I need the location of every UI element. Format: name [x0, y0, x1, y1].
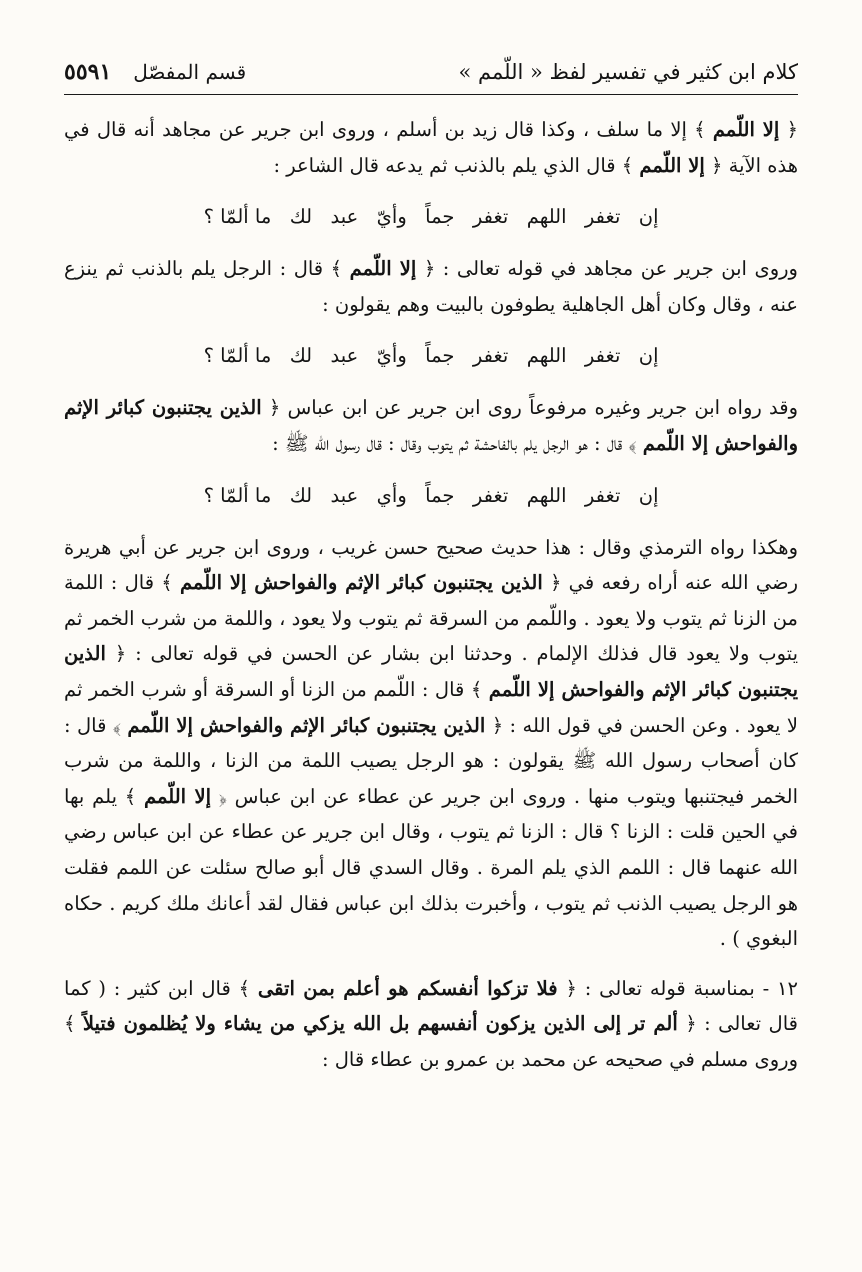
text-run: ﴾ إلا ما سلف ، وكذا قال زيد بن أسلم ، وروى ابن جرير عن مجاهد أنه قال في هذه الآية ﴿ [64, 118, 798, 177]
quran-quote: الذين يجتنبون كبائر الإثم والفواحش إلا اللّمم [64, 396, 798, 455]
header-left-group [64, 59, 246, 85]
quran-quote: الذين يجتنبون كبائر الإثم والفواحش إلا اللّمم [179, 571, 543, 595]
verse-word: لك [289, 344, 313, 368]
paragraph-4 [64, 530, 798, 957]
verse-word: عبد [330, 205, 359, 229]
text-run: ﴾ قال ابن كثير : ( كما قال تعالى : ﴿ [64, 976, 798, 1036]
quran-quote: إلا اللّمم [712, 118, 780, 141]
text-run: ﴾ قال الذي يلم بالذنب ثم يدعه قال الشاعر : [273, 153, 640, 177]
verse-word: إن [638, 344, 659, 368]
verse-word: إن [638, 205, 659, 229]
verse-word: لك [289, 205, 313, 229]
text-run: ١٢ - بمناسبة قوله تعالى : ﴿ [557, 976, 798, 1000]
verse-word: تغفر [584, 205, 621, 229]
verse-word: تغفر [584, 344, 621, 368]
text-run: وهكذا رواه الترمذي وقال : هذا حديث صحيح حسن غريب ، وروى ابن جرير عن أبي هريرة رضي الله عنه أراه رفعه في ﴿ [64, 535, 798, 595]
verse-word: وأيّ [376, 344, 407, 368]
text-run: وروى ابن جرير عن مجاهد في قوله تعالى : ﴿ [416, 257, 798, 281]
text-run: ﴾ وروى مسلم في صحيحه عن محمد بن عمرو بن عطاء قال : [64, 1012, 798, 1071]
quran-quote: إلا اللّمم [144, 784, 212, 808]
verse-word: ما ألمّا ؟ [203, 344, 272, 368]
poem-verse-3 [203, 476, 658, 516]
paragraph-5 [64, 971, 798, 1078]
page-number: ٥٥٩١ [64, 59, 112, 85]
quran-quote: إلا اللّمم [639, 153, 705, 177]
text-run: ﴾ يلم بها في الحين قلت : الزنا ؟ قال : الزنا ثم يتوب ، وقال ابن جرير عن عطاء عن ابن عباس رضي الله عنهما قال : اللمم الذي يلم المرة . وقال السدي قال أبو صالح سئلت عن اللمم فقلت هو الرجل يصيب الذنب ثم يتوب ، وأخبرت بذلك ابن عباس فقال لقد أعانك ملك كريم . حكاه البغوي ) . [64, 784, 798, 951]
paragraph-2 [64, 251, 798, 322]
text-run: ﴾ قال : هو الرجل يلم بالفاحشة ثم يتوب وقال : قال رسول الله ﷺ : [272, 431, 643, 455]
verse-word: ما ألمّا ؟ [203, 483, 272, 507]
text-run: ﴾ قال : كان أصحاب رسول الله ﷺ يقولون : هو الرجل يصيب اللمة من الزنا ، واللمة من شرب الخمر فيجتنبها ويتوب منها . وروى ابن جرير عن عطاء عن ابن عباس ﴿ [64, 713, 798, 808]
text-run: ﴿ [779, 118, 798, 141]
header-rule [64, 94, 798, 95]
running-title: كلام ابن كثير في تفسير لفظ « اللّمم » [458, 60, 798, 84]
paragraph-3 [64, 390, 798, 461]
page-body [64, 112, 798, 1077]
verse-word: لك [289, 483, 313, 507]
verse-word: وأيّ [376, 205, 407, 229]
quran-quote: إلا اللّمم [349, 257, 417, 281]
paragraph-1 [64, 112, 798, 183]
verse-word: جماً [425, 205, 455, 229]
verse-word: وأي [376, 483, 407, 507]
verse-word: جماً [425, 344, 455, 368]
quran-quote: الذين يجتنبون كبائر الإثم والفواحش إلا اللّمم [127, 713, 486, 737]
section-title: قسم المفصّل [133, 60, 247, 84]
quran-quote: ألم تر إلى الذين يزكون أنفسهم بل الله يزكي من يشاء ولا يُظلمون فتيلاً [82, 1012, 678, 1036]
verse-word: عبد [330, 344, 359, 368]
text-run: ﴾ قال : الرجل يلم بالذنب ثم ينزع عنه ، وقال وكان أهل الجاهلية يطوفون بالبيت وهم يقولون : [64, 257, 798, 316]
verse-word: تغفر [472, 483, 509, 507]
verse-word: تغفر [584, 483, 621, 507]
text-run: وقد رواه ابن جرير وغيره مرفوعاً روى ابن جرير عن ابن عباس ﴿ [261, 396, 798, 420]
text-run: ﴾ قال : اللمة من الزنا ثم يتوب ولا يعود . واللّمم من السرقة ثم يتوب ولا يعود ، واللمة من شرب الخمر ثم يتوب ولا يعود قال فذلك الإلمام . وحدثنا ابن بشار عن الحسن في قوله تعالى : ﴿ [64, 571, 798, 666]
verse-word: اللهم [526, 344, 567, 368]
verse-word: تغفر [472, 205, 509, 229]
poem-verse-2 [203, 336, 658, 376]
verse-word: إن [638, 483, 659, 507]
verse-word: ما ألمّا ؟ [203, 205, 272, 229]
quran-quote: الذين يجتنبون كبائر الإثم والفواحش إلا اللّمم [64, 642, 798, 701]
quran-quote: فلا تزكوا أنفسكم هو أعلم بمن اتقى [257, 976, 558, 1000]
verse-word: جماً [425, 483, 455, 507]
verse-word: عبد [330, 483, 359, 507]
verse-word: تغفر [472, 344, 509, 368]
poem-verse-1 [203, 197, 658, 237]
verse-word: اللهم [526, 205, 567, 229]
page-header [64, 52, 798, 92]
verse-word: اللهم [526, 483, 567, 507]
text-run: ﴾ قال : اللّمم من الزنا أو السرقة أو شرب الخمر ثم لا يعود . وعن الحسن في قول الله : ﴿ [64, 677, 798, 737]
